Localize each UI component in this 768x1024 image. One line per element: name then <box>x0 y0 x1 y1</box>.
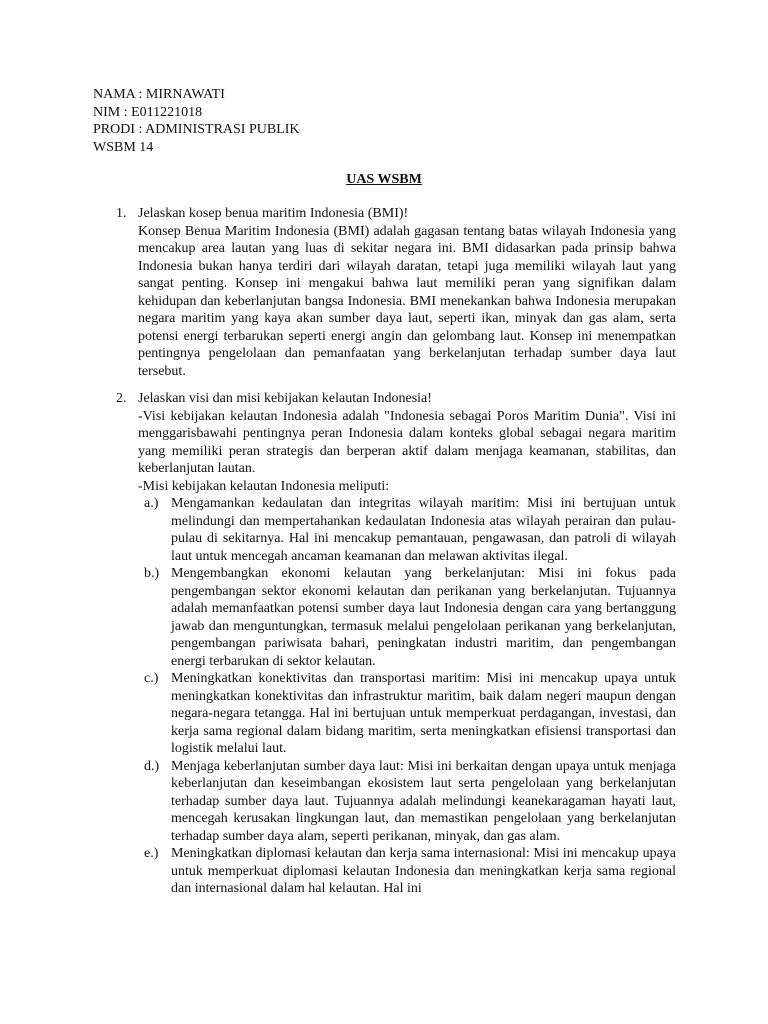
mission-item-a <box>138 495 676 565</box>
answer-paragraph: Konsep Benua Maritim Indonesia (BMI) adalah gagasan tentang batas wilayah Indonesia yang mencakup area lautan yang luas di sekitar negara ini. BMI didasarkan pada prinsip bahwa Indonesia bukan hanya terdiri dari wilayah daratan, tetapi juga memiliki wilayah laut yang sangat penting. Konsep ini mengakui bahwa laut memiliki peran yang signifikan dalam kehidupan dan keberlanjutan bangsa Indonesia. BMI menekankan bahwa Indonesia merupakan negara maritim yang kaya akan sumber daya laut, seperti ikan, minyak dan gas alam, serta potensi energi terbarukan seperti energi angin dan gelombang laut. Konsep ini menempatkan pentingnya pengelolaan dan pemanfaatan yang berkelanjutan terhadap sumber daya laut tersebut. <box>138 223 676 379</box>
mission-text: Mengembangkan ekonomi kelautan yang berkelanjutan: Misi ini fokus pada pengembangan sektor ekonomi kelautan dan perikanan yang berkelanjutan. Tujuannya adalah memanfaatkan potensi sumber daya laut Indonesia dengan cara yang bertanggung jawab dan menguntungkan, termasuk melalui pengelolaan perikanan yang berkelanjutan, pengembangan pariwisata bahari, peningkatan industri maritim, dan pengembangan energi terbarukan di sektor kelautan. <box>171 566 676 669</box>
student-nim: NIM : E011221018 <box>93 104 203 120</box>
list-marker: a.) <box>144 496 159 511</box>
mission-item-e <box>138 845 676 898</box>
student-program: PRODI : ADMINISTRASI PUBLIK <box>93 122 300 137</box>
student-name: NAMA : MIRNAWATI <box>93 87 225 102</box>
question-number: 1. <box>116 206 127 221</box>
mission-item-b <box>138 565 676 670</box>
mission-intro: -Misi kebijakan kelautan Indonesia meliputi: <box>138 478 390 494</box>
student-class: WSBM 14 <box>93 139 154 155</box>
mission-text: Menjaga keberlanjutan sumber daya laut: Misi ini berkaitan dengan upaya untuk menjaga keberlanjutan dan keseimbangan ekosistem laut serta pengelolaan yang berkelanjutan terhadap sumber daya laut. Tujuannya adalah melindungi keanekaragaman hayati laut, mencegah kerusakan lingkungan laut, dan memastikan pengelolaan yang berkelanjutan terhadap sumber daya alam, seperti perikanan, minyak, dan gas alam. <box>171 758 676 844</box>
list-marker: c.) <box>144 671 159 686</box>
mission-item-d <box>138 758 676 846</box>
document-title: UAS WSBM <box>346 172 422 187</box>
question-text: Jelaskan visi dan misi kebijakan kelautan Indonesia! <box>138 391 432 406</box>
question-text: Jelaskan kosep benua maritim Indonesia (BMI)! <box>138 206 409 221</box>
question-body <box>138 390 676 898</box>
mission-item-c <box>138 670 676 758</box>
question-body <box>138 205 676 380</box>
mission-text: Meningkatkan konektivitas dan transportasi maritim: Misi ini mencakup upaya untuk meningkatkan konektivitas dan infrastruktur maritim, baik dalam negeri maupun dengan negara-negara tetangga. Hal ini bertujuan untuk memperkuat perdagangan, investasi, dan kerja sama regional dalam bidang maritim, serta meningkatkan efisiensi transportasi dan logistik melalui laut. <box>171 671 676 756</box>
vision-paragraph: -Visi kebijakan kelautan Indonesia adalah "Indonesia sebagai Poros Maritim Dunia". Visi ini menggarisbawahi pentingnya peran Indonesia dalam konteks global sebagai negara maritim yang memiliki peran strategis dan berperan aktif dalam menjaga keamanan, stabilitas, dan keberlanjutan lautan. <box>138 408 676 476</box>
student-info-header <box>93 86 593 156</box>
mission-text: Meningkatkan diplomasi kelautan dan kerja sama internasional: Misi ini mencakup upaya untuk memperkuat diplomasi kelautan Indonesia dan meningkatkan kerja sama regional dan internasional dalam hal kelautan. Hal ini <box>171 846 676 896</box>
mission-list <box>138 495 676 898</box>
mission-text: Mengamankan kedaulatan dan integritas wilayah maritim: Misi ini bertujuan untuk melindungi dan mempertahankan kedaulatan Indonesia atas wilayah perairan dan pulau-pulau di sekitarnya. Hal ini mencakup pemantauan, pengawasan, dan patroli di wilayah laut untuk mencegah ancaman keamanan dan melawan aktivitas ilegal. <box>171 496 676 564</box>
list-marker: b.) <box>144 566 160 581</box>
list-marker: e.) <box>144 846 159 861</box>
question-number: 2. <box>116 391 127 406</box>
list-marker: d.) <box>144 758 160 774</box>
